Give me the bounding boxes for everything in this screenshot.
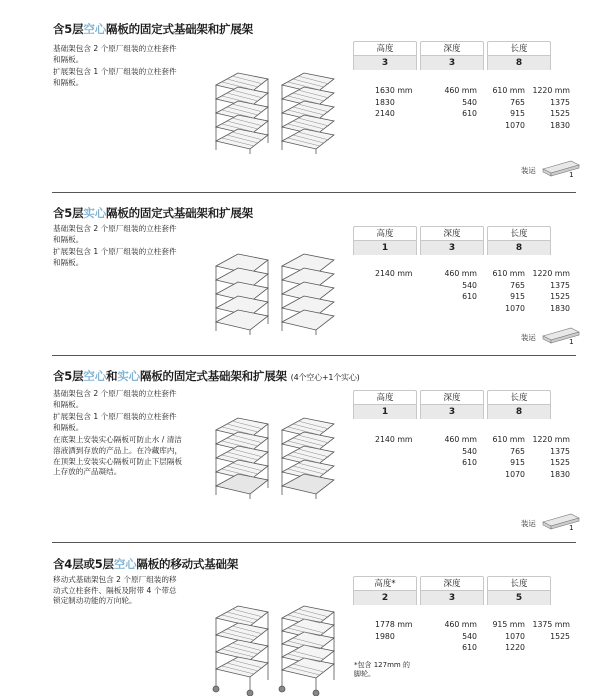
section-3-lengths-a: 610 mm 765 915 1070 xyxy=(492,435,525,479)
section-1-wire-shelving-image xyxy=(210,55,338,155)
divider-3 xyxy=(52,542,576,543)
section-3-title: 含5层空心和实心隔板的固定式基础架和扩展架 (4个空心+1个实心) xyxy=(53,369,360,383)
section-3-mixed-shelving-image xyxy=(210,400,338,500)
section-1-heights: 1630 mm 1830 2140 xyxy=(375,86,413,118)
section-2-spec-header xyxy=(353,226,554,255)
section-4-lengths-b: 1375 mm 1525 xyxy=(532,620,570,641)
section-3-lengths-b: 1220 mm 1375 1525 1830 xyxy=(532,435,570,479)
section-4-description: 移动式基础架包含 2 个原厂组装的移动式立柱套件、隔板及附带 4 个带总锁定制动功能的万向轮。 xyxy=(53,575,177,606)
shipping-box-icon xyxy=(541,326,581,346)
length-header: 长度 8 xyxy=(487,390,551,419)
shipping-box-icon xyxy=(541,512,581,532)
section-2-lengths-a: 610 mm 765 915 1070 xyxy=(492,269,525,313)
section-4-mobile-shelving-image xyxy=(210,588,338,696)
section-4-spec-header xyxy=(353,576,554,605)
divider-2 xyxy=(52,355,576,356)
section-2-ship-qty: 1 xyxy=(569,337,574,346)
length-header: 长度 5 xyxy=(487,576,551,605)
section-2-lengths-b: 1220 mm 1375 1525 1830 xyxy=(532,269,570,313)
section-1-ship-qty: 1 xyxy=(569,170,574,179)
caster-note: *包含 127mm 的脚轮。 xyxy=(354,661,410,678)
section-2-ship-label: 装运 xyxy=(521,333,536,342)
section-3-spec-header xyxy=(353,390,554,419)
length-header: 长度 8 xyxy=(487,41,551,70)
section-1-lengths-a: 610 mm 765 915 1070 xyxy=(492,86,525,130)
divider-1 xyxy=(52,192,576,193)
section-2-solid-shelving-image xyxy=(210,236,338,336)
section-4-depths: 460 mm 540 610 xyxy=(444,620,477,652)
height-header: 高度 3 xyxy=(353,41,417,70)
section-3-ship-label: 装运 xyxy=(521,519,536,528)
section-2-heights: 2140 mm xyxy=(375,269,413,278)
height-header: 高度 1 xyxy=(353,390,417,419)
depth-header: 深度 3 xyxy=(420,226,484,255)
section-1-lengths-b: 1220 mm 1375 1525 1830 xyxy=(532,86,570,130)
section-1-description: 基础架包含 2 个原厂组装的立柱套件和隔板。 扩展架包含 1 个原厂组装的立柱套件和隔板。 xyxy=(53,44,177,87)
section-2-title: 含5层实心隔板的固定式基础架和扩展架 xyxy=(53,206,253,220)
depth-header: 深度 3 xyxy=(420,576,484,605)
section-4-lengths-a: 915 mm 1070 1220 xyxy=(492,620,525,652)
section-1-title: 含5层空心隔板的固定式基础架和扩展架 xyxy=(53,22,253,36)
section-1-depths: 460 mm 540 610 xyxy=(444,86,477,118)
section-2-depths: 460 mm 540 610 xyxy=(444,269,477,301)
depth-header: 深度 3 xyxy=(420,390,484,419)
section-1-ship-label: 装运 xyxy=(521,166,536,175)
section-2-description: 基础架包含 2 个原厂组装的立柱套件和隔板。 扩展架包含 1 个原厂组装的立柱套件和隔板。 xyxy=(53,224,177,267)
height-header: 高度* 2 xyxy=(353,576,417,605)
section-4-heights: 1778 mm 1980 xyxy=(375,620,413,641)
length-header: 长度 8 xyxy=(487,226,551,255)
section-3-description: 基础架包含 2 个原厂组装的立柱套件和隔板。 扩展架包含 1 个原厂组装的立柱套件和隔板。 在底架上安装实心隔板可防止水 / 清洁溶液洒到存放的产品上。在冷藏库内，在顶架上安装实心隔板可防止下层隔板上存放的产品凝结。 xyxy=(53,389,183,477)
section-1-spec-header xyxy=(353,41,554,70)
section-3-heights: 2140 mm xyxy=(375,435,413,444)
section-3-depths: 460 mm 540 610 xyxy=(444,435,477,467)
section-4-title: 含4层或5层空心隔板的移动式基础架 xyxy=(53,557,239,571)
depth-header: 深度 3 xyxy=(420,41,484,70)
height-header: 高度 1 xyxy=(353,226,417,255)
section-3-ship-qty: 1 xyxy=(569,523,574,532)
shipping-box-icon xyxy=(541,159,581,179)
